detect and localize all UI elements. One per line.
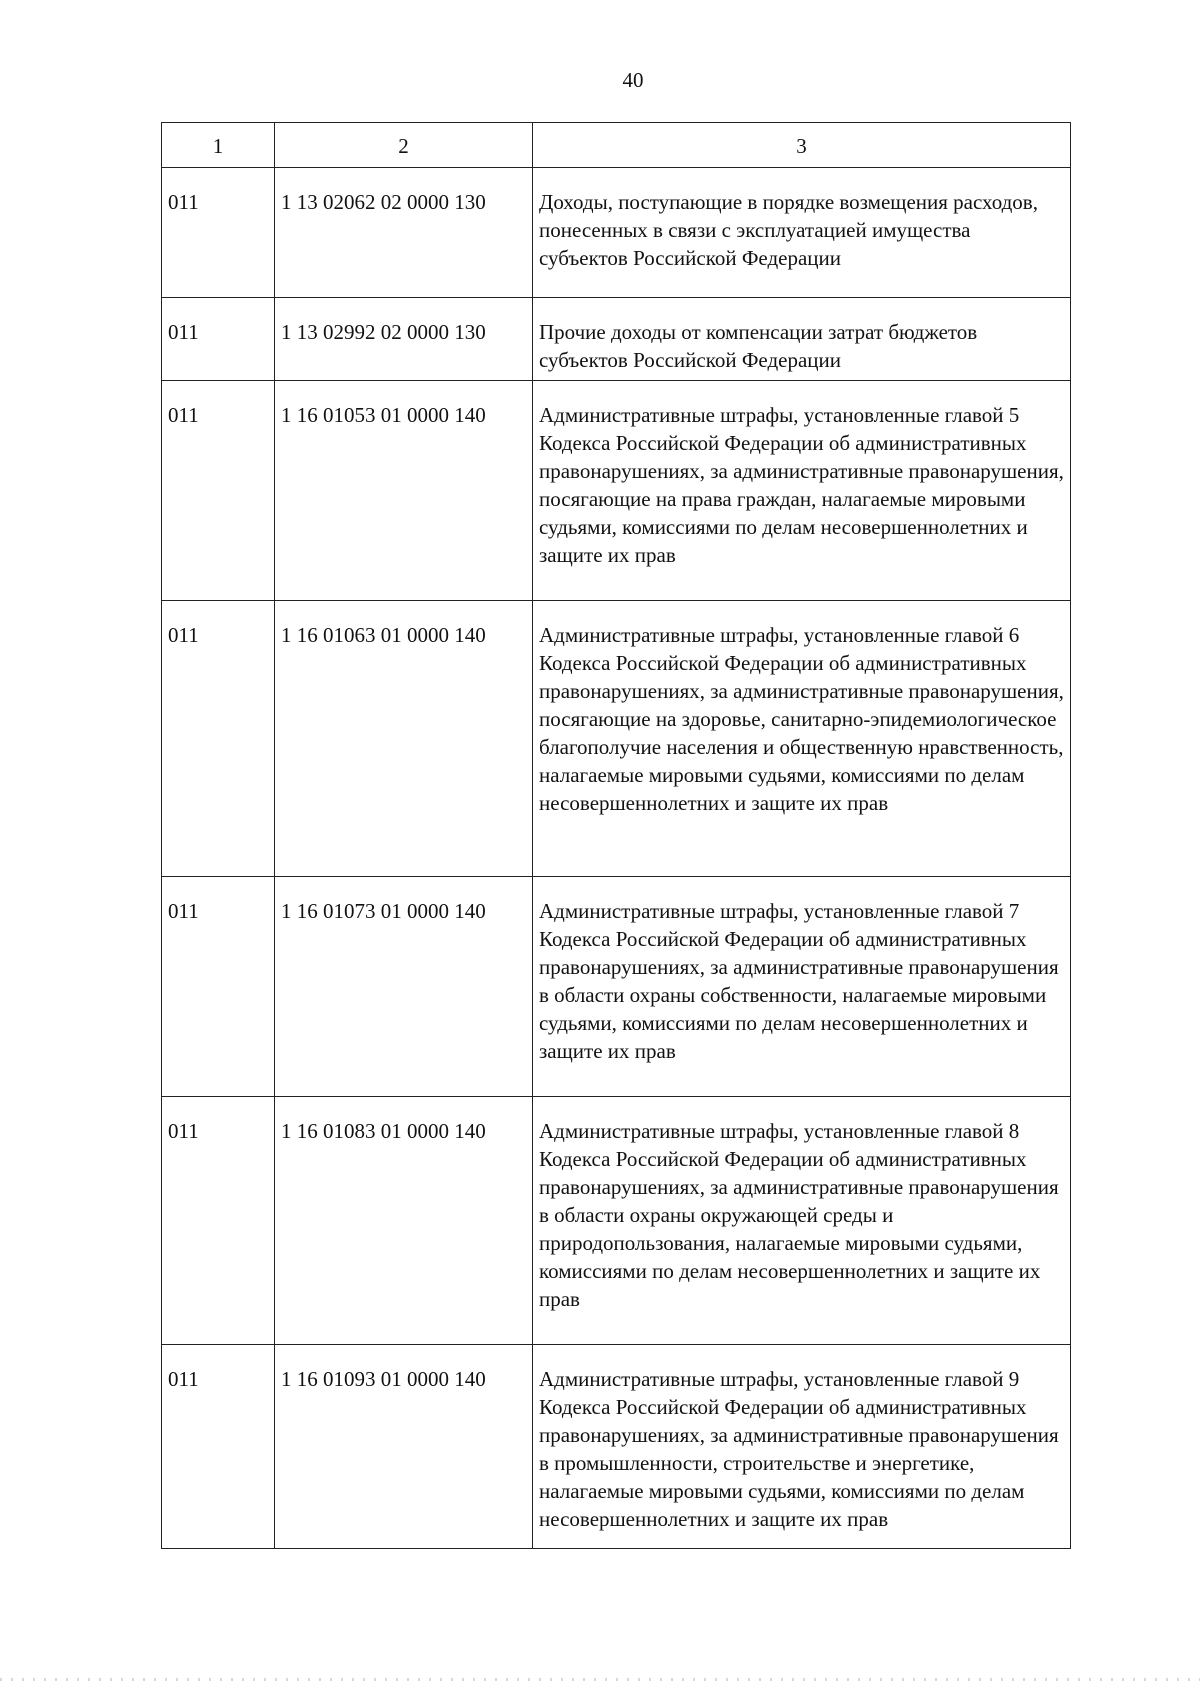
header-col-1: 1 — [162, 123, 275, 168]
table-row — [162, 1345, 1071, 1549]
budget-code-cell: 1 13 02992 02 0000 130 — [275, 298, 533, 381]
description-cell: Административные штрафы, установленные главой 9 Кодекса Российской Федерации об административных правонарушениях, за административные правонарушения в промышленности, строительстве и энергетике, налагаемые мировыми судьями, комиссиями по делам несовершеннолетних и защите их прав — [533, 1345, 1071, 1549]
admin-code-cell: 011 — [162, 1345, 275, 1549]
description-cell: Прочие доходы от компенсации затрат бюджетов субъектов Российской Федерации — [533, 298, 1071, 381]
description-cell: Административные штрафы, установленные главой 7 Кодекса Российской Федерации об административных правонарушениях, за административные правонарушения в области охраны собственности, налагаемые мировыми судьями, комиссиями по делам несовершеннолетних и защите их прав — [533, 877, 1071, 1097]
table-row — [162, 168, 1071, 298]
page-number: 40 — [622, 68, 644, 92]
admin-code-cell: 011 — [162, 601, 275, 877]
admin-code-cell: 011 — [162, 298, 275, 381]
budget-code-cell: 1 16 01093 01 0000 140 — [275, 1345, 533, 1549]
scan-artifact-line — [0, 1678, 1200, 1681]
budget-code-cell: 1 16 01063 01 0000 140 — [275, 601, 533, 877]
description-cell: Административные штрафы, установленные главой 5 Кодекса Российской Федерации об административных правонарушениях, за административные правонарушения, посягающие на права граждан, налагаемые мировыми судьями, комиссиями по делам несовершеннолетних и защите их прав — [533, 381, 1071, 601]
revenue-codes-table — [161, 122, 1071, 1549]
table-row — [162, 877, 1071, 1097]
budget-code-cell: 1 16 01053 01 0000 140 — [275, 381, 533, 601]
table-row — [162, 601, 1071, 877]
table-row — [162, 298, 1071, 381]
admin-code-cell: 011 — [162, 381, 275, 601]
header-col-2: 2 — [275, 123, 533, 168]
header-col-3: 3 — [533, 123, 1071, 168]
table-row — [162, 1097, 1071, 1345]
budget-code-cell: 1 16 01083 01 0000 140 — [275, 1097, 533, 1345]
description-cell: Административные штрафы, установленные главой 8 Кодекса Российской Федерации об административных правонарушениях, за административные правонарушения в области охраны окружающей среды и природопользования, налагаемые мировыми судьями, комиссиями по делам несовершеннолетних и защите их прав — [533, 1097, 1071, 1345]
admin-code-cell: 011 — [162, 877, 275, 1097]
budget-code-cell: 1 13 02062 02 0000 130 — [275, 168, 533, 298]
table-header-row — [162, 123, 1071, 168]
admin-code-cell: 011 — [162, 1097, 275, 1345]
admin-code-cell: 011 — [162, 168, 275, 298]
description-cell: Доходы, поступающие в порядке возмещения расходов, понесенных в связи с эксплуатацией имущества субъектов Российской Федерации — [533, 168, 1071, 298]
table-row — [162, 381, 1071, 601]
description-cell: Административные штрафы, установленные главой 6 Кодекса Российской Федерации об административных правонарушениях, за административные правонарушения, посягающие на здоровье, санитарно-эпидемиологическое благополучие населения и общественную нравственность, налагаемые мировыми судьями, комиссиями по делам несовершеннолетних и защите их прав — [533, 601, 1071, 877]
budget-code-cell: 1 16 01073 01 0000 140 — [275, 877, 533, 1097]
